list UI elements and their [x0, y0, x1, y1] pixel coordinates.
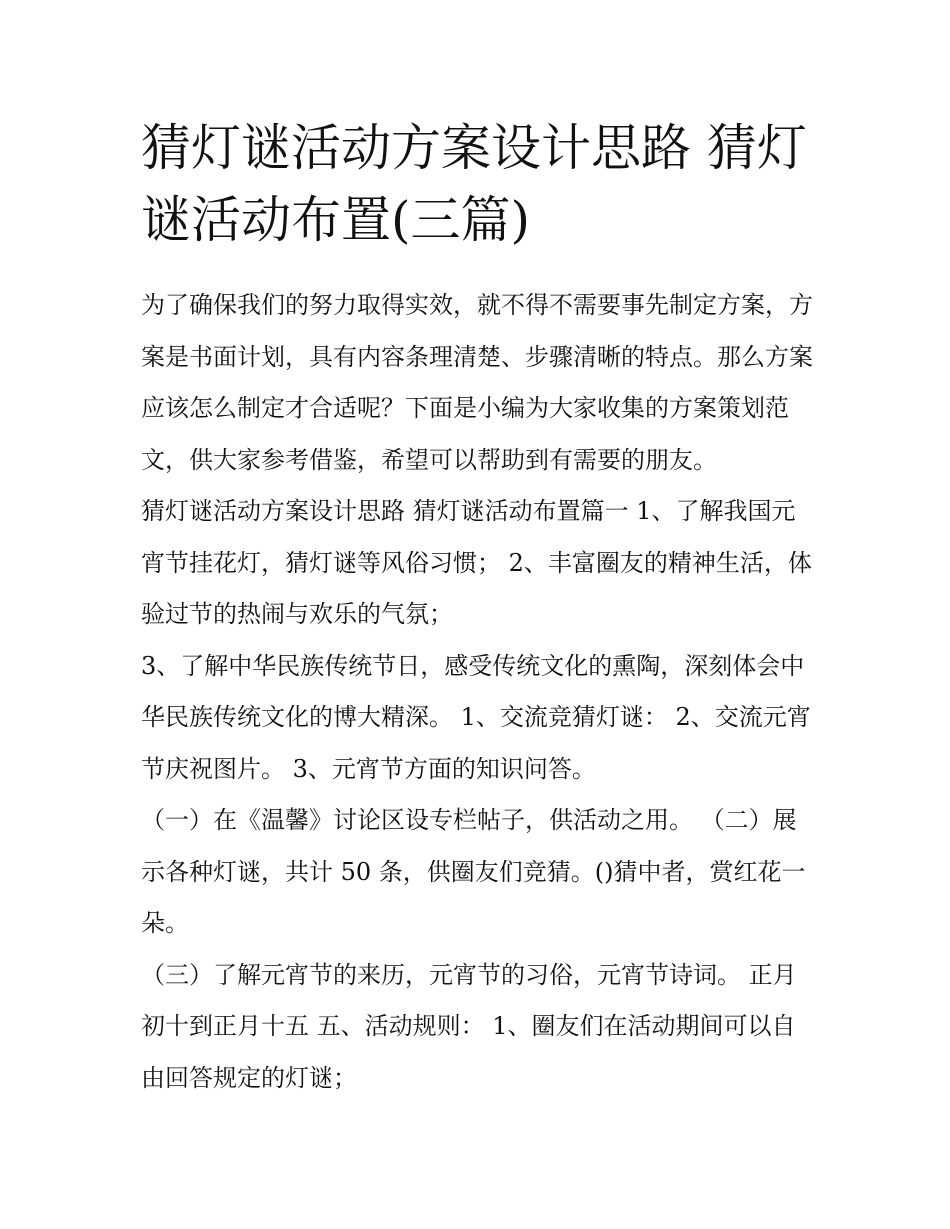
paragraph-arrangement: （一）在《温馨》讨论区设专栏帖子，供活动之用。 （二）展示各种灯谜，共计 50 条，供圈友们竞猜。()猜中者，赏红花一朵。: [141, 806, 806, 937]
document-body: [141, 280, 813, 1104]
document-title: 猜灯谜活动方案设计思路 猜灯谜活动布置(三篇): [141, 119, 807, 249]
paragraph-rules: （三）了解元宵节的来历，元宵节的习俗，元宵节诗词。 正月初十到正月十五 五、活动规则： 1、圈友们在活动期间可以自由回答规定的灯谜；: [141, 960, 797, 1092]
paragraph-intro: 为了确保我们的努力取得实效，就不得不需要事先制定方案，方案是书面计划，具有内容条理清楚、步骤清晰的特点。那么方案应该怎么制定才合适呢？下面是小编为大家收集的方案策划范文，供大家参考借鉴，希望可以帮助到有需要的朋友。: [141, 291, 813, 474]
paragraph-content: 3、了解中华民族传统节日，感受传统文化的熏陶，深刻体会中华民族传统文化的博大精深。 1、交流竞猜灯谜： 2、交流元宵节庆祝图片。 3、元宵节方面的知识问答。: [141, 651, 811, 783]
paragraph-goals: 猜灯谜活动方案设计思路 猜灯谜活动布置篇一 1、了解我国元宵节挂花灯，猜灯谜等风俗习惯； 2、丰富圈友的精神生活，体验过节的热闹与欢乐的气氛；: [141, 497, 812, 628]
